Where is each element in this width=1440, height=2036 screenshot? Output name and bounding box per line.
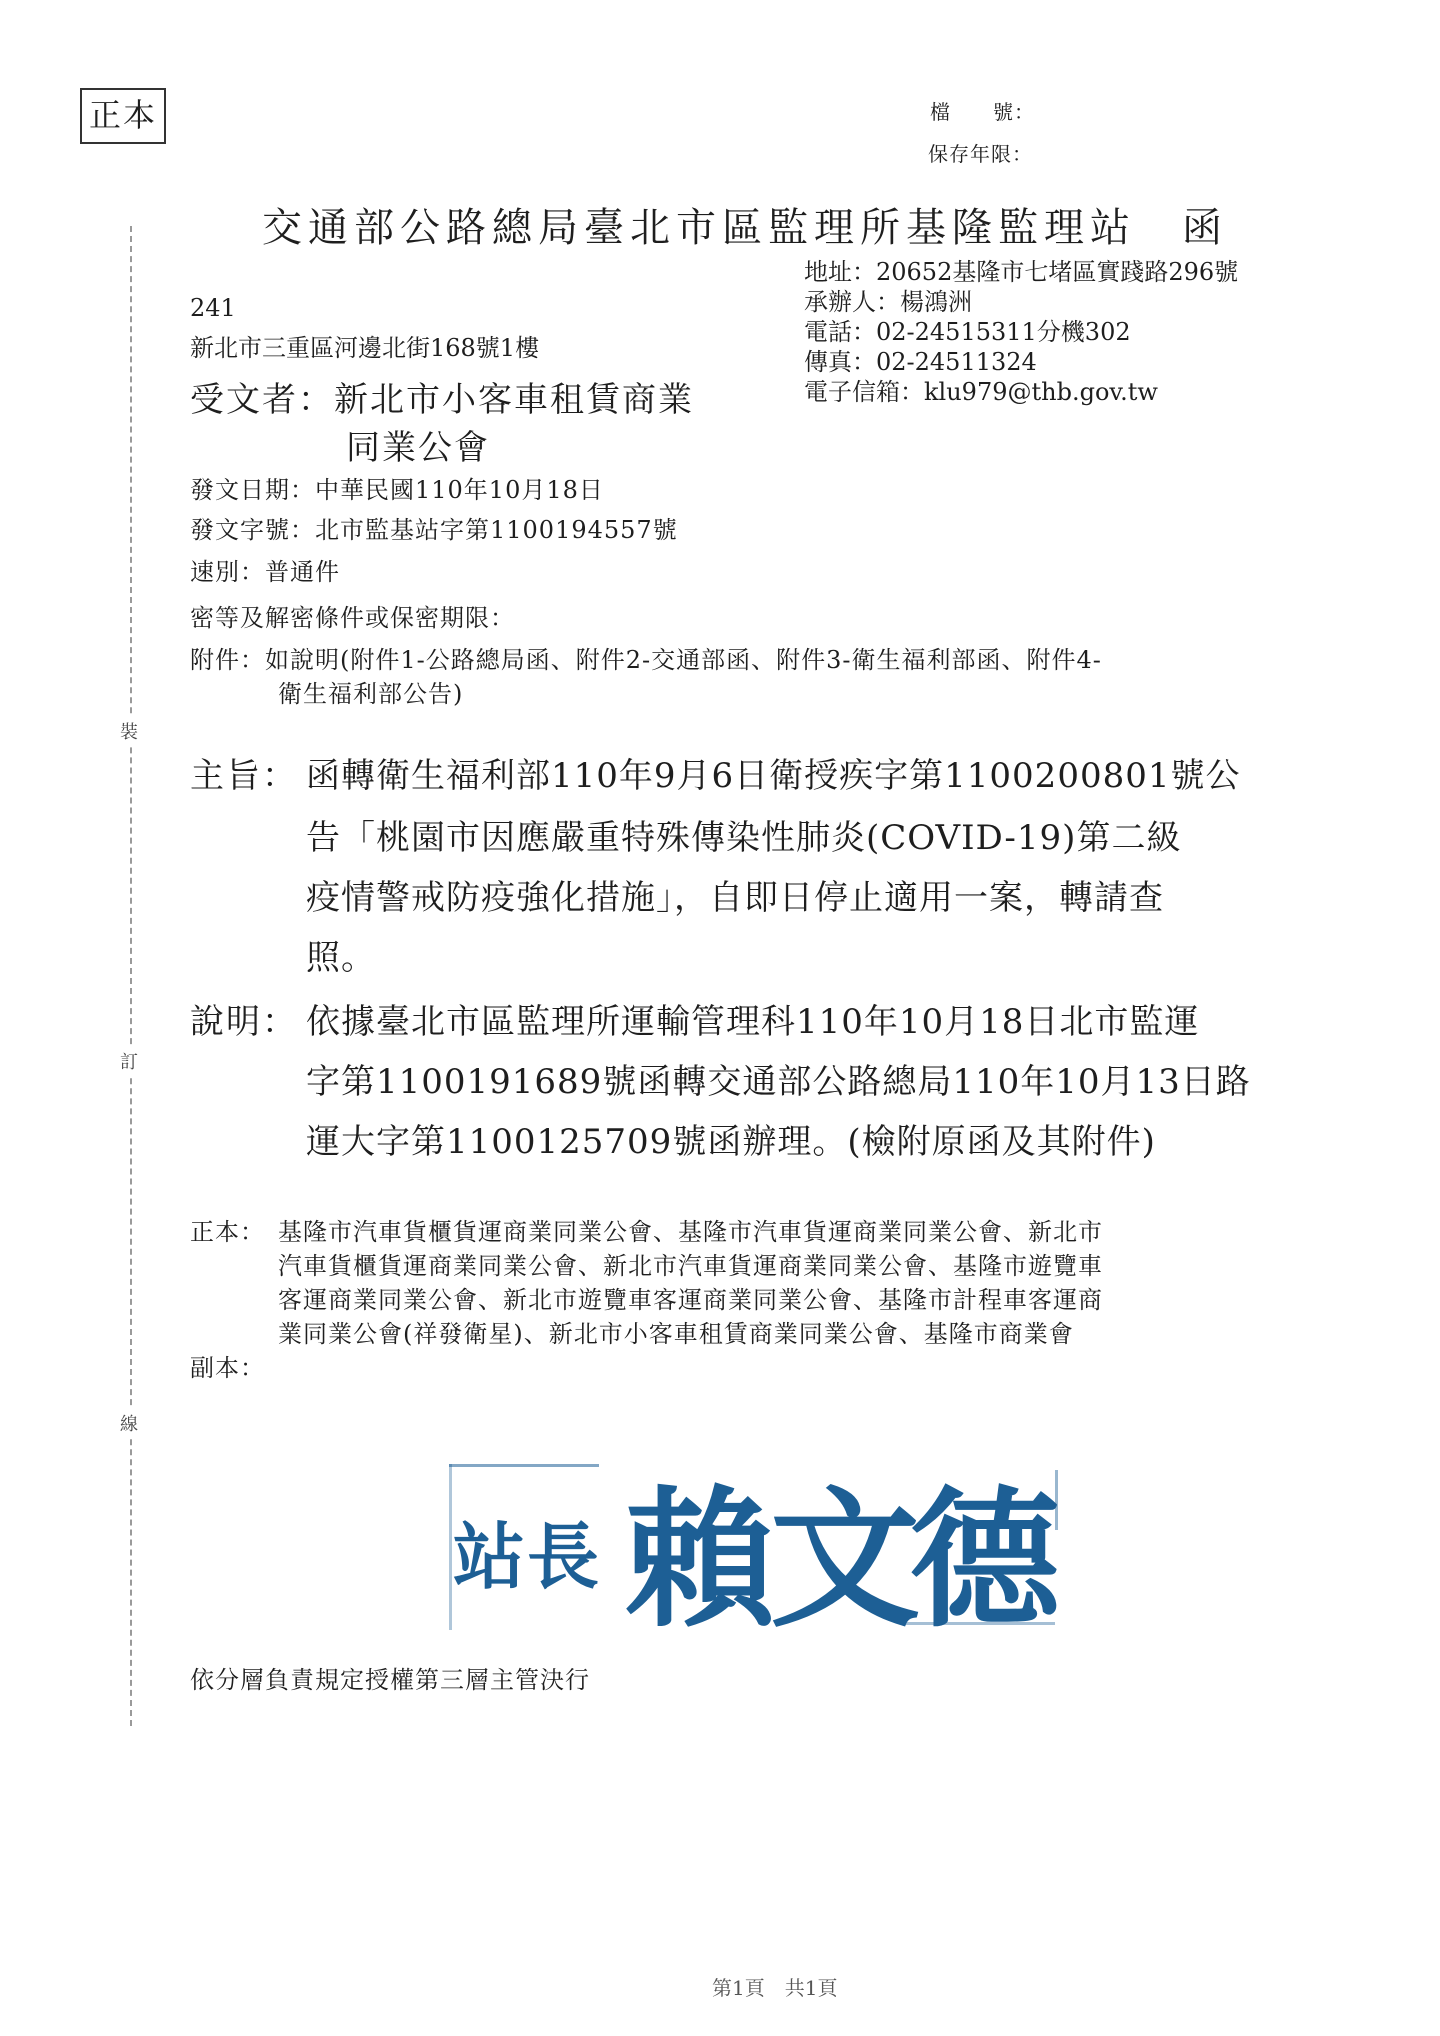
original-recipients-line: 業同業公會(祥發衛星)、新北市小客車租賃商業同業公會、基隆市商業會 <box>278 1320 1074 1348</box>
binding-line <box>130 226 132 1726</box>
subject-line: 函轉衛生福利部110年9月6日衛授疾字第1100200801號公 <box>306 756 1241 796</box>
explanation-line: 運大字第1100125709號函辦理。(檢附原函及其附件) <box>306 1122 1156 1162</box>
retention-period-label: 保存年限： <box>928 142 1033 166</box>
seal-title-char: 站 <box>453 1514 526 1599</box>
official-seal <box>445 1462 1065 1632</box>
mailing-address: 新北市三重區河邊北街168號1樓 <box>190 334 540 362</box>
seal-name-char: 德 <box>910 1472 1061 1632</box>
file-number-label: 檔 號： <box>930 100 1035 124</box>
delivery-speed: 速別：普通件 <box>190 558 340 586</box>
copy-recipients-label: 副本： <box>190 1354 265 1382</box>
recipient-line-1: 受文者：新北市小客車租賃商業 <box>190 380 694 420</box>
document-title: 交通部公路總局臺北市區監理所基隆監理站 函 <box>262 205 1228 251</box>
authorization-note: 依分層負責規定授權第三層主管決行 <box>190 1666 590 1694</box>
attachments-line-2: 衛生福利部公告) <box>278 680 464 708</box>
recipient-line-2: 同業公會 <box>346 428 490 468</box>
copy-stamp: 正本 <box>80 88 166 144</box>
attachments-line-1: 附件：如說明(附件1-公路總局函、附件2-交通部函、附件3-衛生福利部函、附件4- <box>190 646 1102 674</box>
binding-mark: 線 <box>120 1408 138 1438</box>
contact-fax: 傳真：02-24511324 <box>804 348 1037 376</box>
subject-line: 照。 <box>306 938 376 978</box>
subject-line: 告「桃園市因應嚴重特殊傳染性肺炎(COVID-19)第二級 <box>306 818 1182 858</box>
explanation-label: 說明： <box>190 1002 298 1042</box>
original-recipients-line: 客運商業同業公會、新北市遊覽車客運商業同業公會、基隆市計程車客運商 <box>278 1286 1103 1314</box>
subject-label: 主旨： <box>190 756 298 796</box>
document-number: 發文字號：北市監基站字第1100194557號 <box>190 516 678 544</box>
contact-handler: 承辦人：楊鴻洲 <box>804 288 972 316</box>
mailing-postcode: 241 <box>190 294 236 322</box>
issue-date: 發文日期：中華民國110年10月18日 <box>190 476 604 504</box>
seal-name-char: 賴 <box>625 1472 776 1632</box>
page-number: 第1頁 共1頁 <box>712 1976 838 2000</box>
seal-title-char: 長 <box>527 1514 600 1599</box>
explanation-line: 字第1100191689號函轉交通部公路總局110年10月13日路 <box>306 1062 1251 1102</box>
original-recipients-line: 汽車貨櫃貨運商業同業公會、新北市汽車貨運商業同業公會、基隆市遊覽車 <box>278 1252 1103 1280</box>
binding-mark: 裝 <box>120 716 138 746</box>
secrecy-level: 密等及解密條件或保密期限： <box>190 604 515 632</box>
explanation-line: 依據臺北市區監理所運輸管理科110年10月18日北市監運 <box>306 1002 1200 1042</box>
contact-email: 電子信箱：klu979@thb.gov.tw <box>804 378 1158 406</box>
binding-mark: 訂 <box>120 1046 138 1076</box>
original-recipients-label: 正本： <box>190 1218 265 1246</box>
contact-address: 地址：20652基隆市七堵區實踐路296號 <box>804 258 1239 286</box>
original-recipients-line: 基隆市汽車貨櫃貨運商業同業公會、基隆市汽車貨運商業同業公會、新北市 <box>278 1218 1103 1246</box>
seal-name-char: 文 <box>770 1472 921 1632</box>
subject-line: 疫情警戒防疫強化措施」，自即日停止適用一案，轉請查 <box>306 878 1164 918</box>
contact-phone: 電話：02-24515311分機302 <box>804 318 1131 346</box>
